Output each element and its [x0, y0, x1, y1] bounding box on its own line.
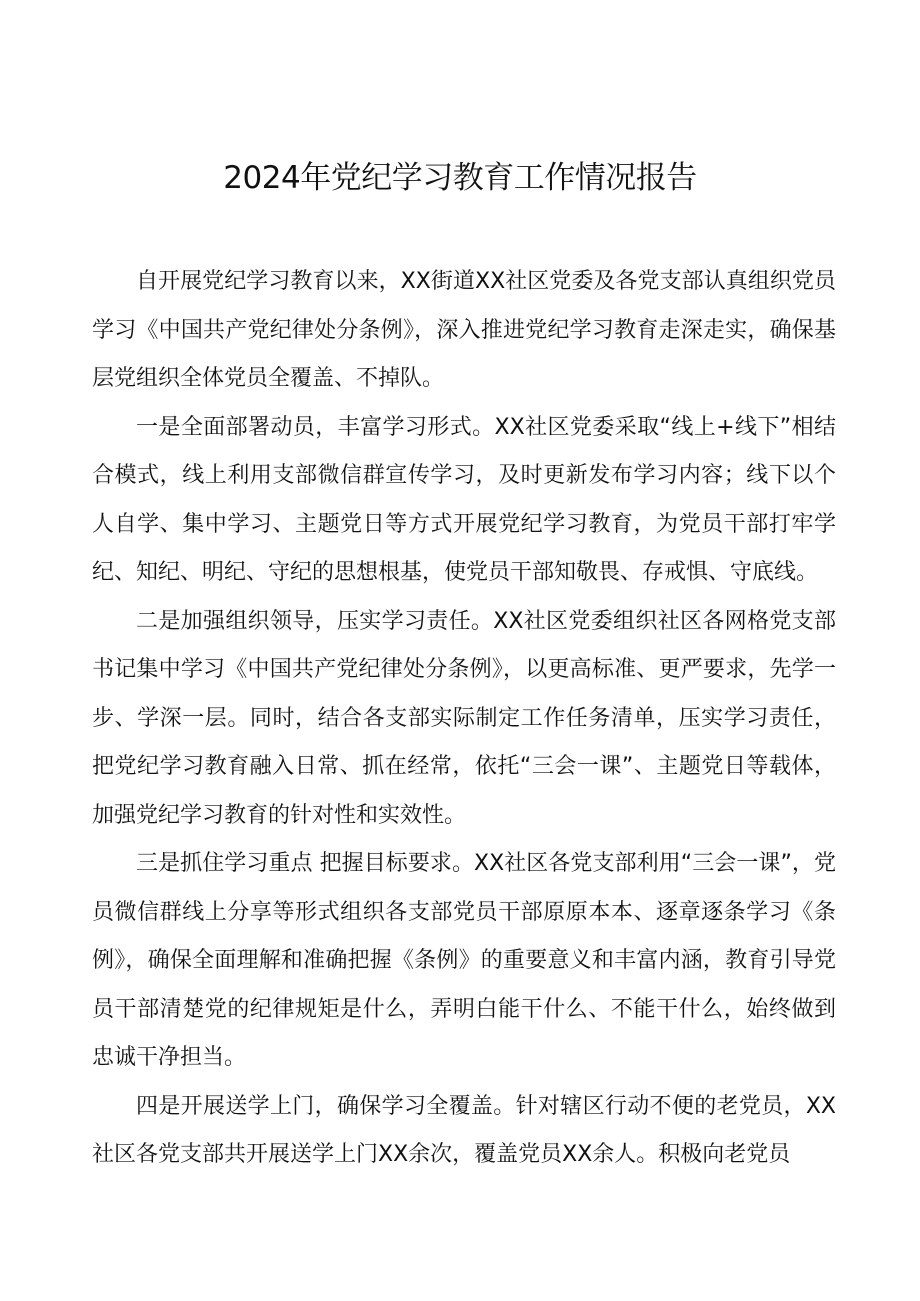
- document-body: [92, 258, 836, 1180]
- paragraph-point-two: 二是加强组织领导，压实学习责任。XX社区党委组织社区各网格党支部书记集中学习《中国共产党纪律处分条例》，以更高标准、更严要求，先学一步、学深一层。同时，结合各支部实际制定工作任务清单，压实学习责任，把党纪学习教育融入日常、抓在经常，依托“三会一课”、主题党日等载体，加强党纪学习教育的针对性和实效性。: [92, 608, 836, 828]
- paragraph-point-three: 三是抓住学习重点 把握目标要求。XX社区各党支部利用“三会一课”，党员微信群线上分享等形式组织各支部党员干部原原本本、逐章逐条学习《条例》，确保全面理解和准确把握《条例》的重要意义和丰富内涵，教育引导党员干部清楚党的纪律规矩是什么，弄明白能干什么、不能干什么，始终做到忠诚干净担当。: [92, 851, 836, 1070]
- paragraph-intro: 自开展党纪学习教育以来，XX街道XX社区党委及各党支部认真组织党员学习《中国共产党纪律处分条例》，深入推进党纪学习教育走深走实，确保基层党组织全体党员全覆盖、不掉队。: [92, 269, 836, 391]
- document-title: 2024年党纪学习教育工作情况报告: [223, 160, 697, 196]
- paragraph-point-one: 一是全面部署动员，丰富学习形式。XX社区党委采取“线上+线下”相结合模式，线上利用支部微信群宣传学习，及时更新发布学习内容；线下以个人自学、集中学习、主题党日等方式开展党纪学习教育，为党员干部打牢学纪、知纪、明纪、守纪的思想根基，使党员干部知敬畏、存戒惧、守底线。: [92, 414, 836, 585]
- paragraph-point-four: 四是开展送学上门，确保学习全覆盖。针对辖区行动不便的老党员，XX社区各党支部共开展送学上门XX余次，覆盖党员XX余人。积极向老党员: [92, 1093, 836, 1167]
